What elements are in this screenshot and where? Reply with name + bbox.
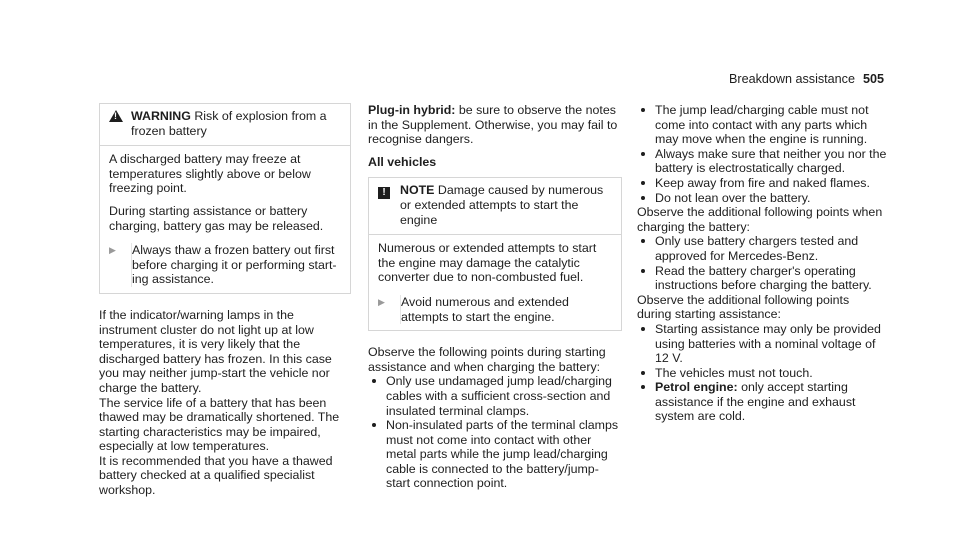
warning-label: WARNING: [131, 109, 191, 123]
column-1: [99, 103, 351, 498]
warning-header: [100, 104, 350, 146]
list-item: Starting assistance may only be provided using batteries with a nominal voltage of 12 V.: [637, 322, 887, 366]
column-3: [637, 103, 887, 424]
hybrid-text: be sure to observe the notes in the Supplement. Otherwise, you may fail to recognise dangers.: [368, 103, 618, 147]
petrol-text: only accept starting assistance if the engine and exhaust system are cold.: [655, 380, 856, 424]
list-item: Keep away from fire and naked flames.: [637, 176, 887, 191]
note-label: NOTE: [400, 183, 435, 198]
action-arrow-icon: ▶: [109, 245, 116, 256]
bullet-list: [637, 234, 887, 292]
note-paragraph: Numerous or extended attempts to start the engine may damage the catalytic converter due to non-combusted fuel.: [378, 241, 597, 285]
warning-box: [99, 103, 351, 294]
note-action-text: Avoid numerous and extended attempts to start the engine.: [400, 295, 615, 324]
hybrid-paragraph: [368, 103, 622, 147]
bullet-list: [637, 103, 887, 205]
warning-action: [109, 243, 344, 287]
list-item: Only use battery chargers tested and approved for Mercedes-Benz.: [637, 234, 887, 263]
hybrid-label: Plug-in hybrid:: [368, 103, 456, 117]
list-item: Read the battery charger's operating instructions before charging the battery.: [637, 264, 887, 293]
body-paragraph: It is recommended that you have a thawed battery checked at a qualified specialist workshop.: [99, 453, 333, 498]
observe-paragraph: Observe the additional following points during starting assistance:: [637, 292, 850, 322]
observe-paragraph: Observe the additional following points when charging the battery:: [637, 205, 883, 234]
bullet-list: [637, 322, 887, 424]
note-box: [368, 177, 622, 331]
bullet-list: [368, 374, 622, 491]
list-item: The vehicles must not touch.: [637, 366, 887, 381]
warning-paragraph: During starting assistance or battery charging, battery gas may be released.: [109, 203, 324, 233]
petrol-label: Petrol engine:: [655, 380, 738, 395]
warning-body: [100, 146, 350, 293]
body-paragraph: If the indicator/warning lamps in the instrument cluster do not light up at low temperatures, it is very likely that the discharged battery has frozen. In this case you may neither jump-start the vehicle nor charge the battery.: [99, 307, 332, 395]
all-vehicles-heading: All vehicles: [368, 154, 437, 169]
list-item: Only use undamaged jump lead/charging cables with a sufficient cross-section and insulated terminal clamps.: [368, 374, 622, 418]
list-item: The jump lead/charging cable must not come into contact with any parts which may move when the engine is running.: [637, 103, 887, 147]
note-title: Damage caused by numerous or extended attempts to start the engine: [400, 183, 604, 227]
list-item: Non-insulated parts of the terminal clamps must not come into contact with other metal parts while the jump lead/charging cable is connected to the battery/jump-start connection point.: [368, 418, 622, 491]
body-paragraph: The service life of a battery that has been thawed may be dramatically shortened. The starting characteristics may be impaired, especially at low temperatures.: [99, 395, 340, 454]
observe-paragraph: Observe the following points during starting assistance and when charging the battery:: [368, 345, 606, 374]
list-item: [637, 380, 887, 424]
warning-action-text: Always thaw a frozen battery out first before charging it or performing start-ing assistance.: [131, 243, 344, 287]
column-2: [368, 103, 622, 491]
list-item: Do not lean over the battery.: [637, 191, 887, 206]
warning-triangle-icon: [109, 110, 123, 122]
section-title: Breakdown assistance: [728, 72, 855, 86]
note-action: [378, 295, 615, 324]
page-number: 505: [862, 72, 884, 86]
list-item: Always make sure that neither you nor the battery is electrostatically charged.: [637, 147, 887, 176]
note-exclamation-icon: !: [378, 187, 390, 199]
action-arrow-icon: ▶: [378, 296, 385, 307]
warning-paragraph: A discharged battery may freeze at temperatures slightly above or below freezing point.: [109, 152, 311, 196]
page-header: [729, 72, 884, 87]
note-body: [369, 235, 621, 330]
warning-title: Risk of explosion from a frozen battery: [131, 109, 327, 138]
note-header: [369, 178, 621, 235]
